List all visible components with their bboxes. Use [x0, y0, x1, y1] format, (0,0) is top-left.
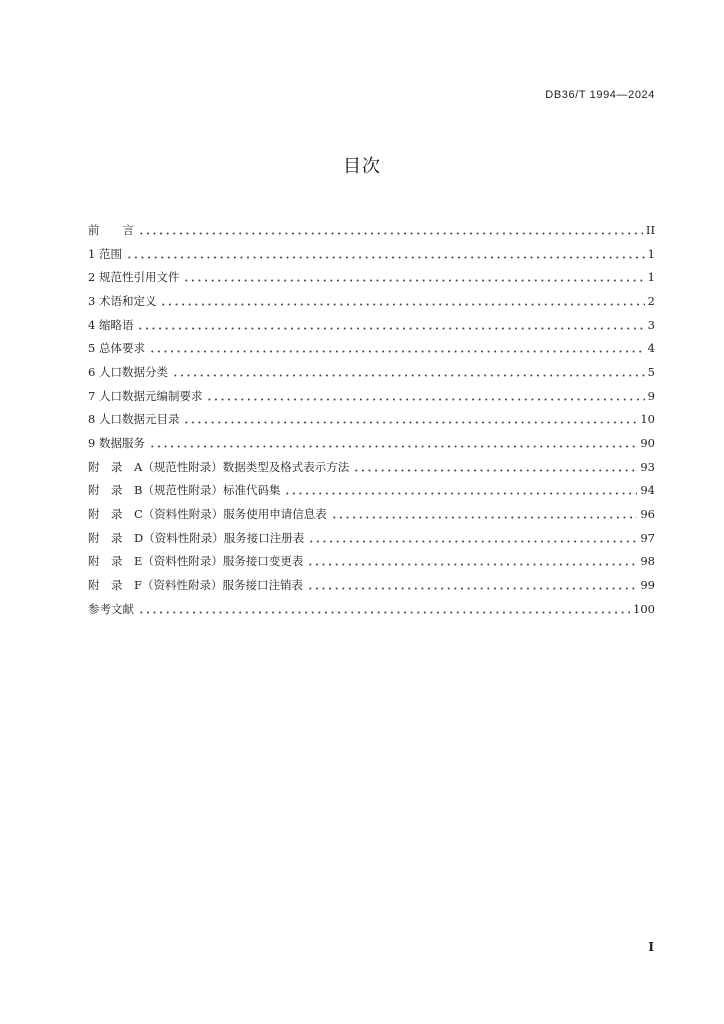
appendix-prefix: 附 录 D — [88, 530, 144, 545]
toc-entry-label: 9 数据服务 — [88, 436, 145, 451]
toc-entry-label: 1 范围 — [88, 246, 122, 261]
toc-entry-label: 7 人口数据元编制要求 — [88, 388, 203, 403]
appendix-prefix: 附 录 A — [88, 459, 143, 474]
toc-entry-page: 96 — [640, 507, 655, 522]
appendix-title: （资料性附录）服务接口变更表 — [142, 554, 304, 569]
appendix-title: （规范性附录）数据类型及格式表示方法 — [142, 459, 350, 474]
table-of-contents — [88, 218, 655, 621]
toc-entry-population-data-classification — [88, 360, 655, 384]
toc-entry-label: 前 言 — [88, 222, 134, 237]
toc-entry-page: II — [645, 222, 655, 237]
dot-leader — [206, 398, 644, 401]
appendix-title: （规范性附录）标准代码集 — [142, 483, 281, 498]
toc-entry-page: 9 — [647, 388, 655, 403]
toc-entry-page: 90 — [640, 436, 655, 451]
toc-entry-appendix-e — [88, 550, 655, 574]
dot-leader — [307, 587, 637, 590]
toc-entry-label: 2 规范性引用文件 — [88, 270, 180, 285]
toc-entry-page: 100 — [633, 601, 655, 616]
page-title: 目次 — [343, 156, 381, 177]
appendix-prefix: 附 录 C — [88, 507, 143, 522]
toc-entry-label: 4 缩略语 — [88, 317, 134, 332]
appendix-title: （资料性附录）服务接口注销表 — [141, 578, 303, 593]
toc-entry-data-services — [88, 431, 655, 455]
appendix-title: （资料性附录）服务使用申请信息表 — [142, 507, 327, 522]
toc-entry-appendix-b — [88, 479, 655, 503]
dot-leader — [353, 469, 637, 472]
appendix-title: （资料性附录）服务接口注册表 — [143, 530, 305, 545]
toc-entry-label — [88, 577, 303, 593]
document-code: DB36/T 1994—2024 — [545, 89, 655, 101]
toc-entry-data-element-catalog — [88, 408, 655, 432]
dot-leader — [331, 516, 638, 519]
toc-entry-general-requirements — [88, 336, 655, 360]
toc-entry-label — [88, 530, 304, 546]
dot-leader — [137, 327, 644, 330]
dot-leader — [284, 492, 637, 495]
toc-entry-label: 5 总体要求 — [88, 341, 145, 356]
toc-entry-page: 3 — [647, 317, 655, 332]
toc-entry-scope — [88, 242, 655, 266]
toc-entry-page: 10 — [640, 412, 655, 427]
toc-entry-page: 4 — [647, 341, 655, 356]
toc-entry-label: 8 人口数据元目录 — [88, 412, 180, 427]
toc-entry-page: 93 — [640, 459, 655, 474]
dot-leader — [149, 350, 645, 353]
toc-entry-label — [88, 459, 349, 475]
dot-leader — [138, 232, 643, 235]
dot-leader — [138, 611, 630, 614]
toc-entry-label — [88, 482, 280, 498]
toc-entry-appendix-d — [88, 526, 655, 550]
appendix-prefix: 附 录 F — [88, 578, 142, 593]
dot-leader — [172, 374, 645, 377]
toc-entry-page: 1 — [647, 270, 655, 285]
appendix-prefix: 附 录 E — [88, 554, 143, 569]
dot-leader — [183, 421, 637, 424]
toc-entry-foreword — [88, 218, 655, 242]
toc-entry-bibliography — [88, 597, 655, 621]
dot-leader — [307, 563, 637, 566]
toc-entry-label — [88, 553, 303, 569]
toc-entry-appendix-a — [88, 455, 655, 479]
toc-entry-label: 6 人口数据分类 — [88, 364, 168, 379]
toc-entry-label — [88, 506, 327, 522]
toc-entry-label: 3 术语和定义 — [88, 293, 157, 308]
toc-entry-page: 2 — [647, 293, 655, 308]
toc-entry-abbreviations — [88, 313, 655, 337]
toc-entry-normative-references — [88, 265, 655, 289]
toc-entry-appendix-f — [88, 573, 655, 597]
toc-entry-appendix-c — [88, 502, 655, 526]
dot-leader — [160, 303, 644, 306]
dot-leader — [149, 445, 637, 448]
toc-entry-page: 99 — [640, 578, 655, 593]
dot-leader — [183, 279, 644, 282]
dot-leader — [308, 540, 637, 543]
page-number: I — [648, 940, 654, 954]
toc-entry-page: 97 — [640, 530, 655, 545]
toc-entry-data-element-compilation — [88, 384, 655, 408]
toc-entry-page: 1 — [647, 246, 655, 261]
toc-entry-page: 98 — [640, 554, 655, 569]
toc-entry-page: 5 — [647, 364, 655, 379]
appendix-prefix: 附 录 B — [88, 483, 143, 498]
dot-leader — [126, 256, 645, 259]
toc-entry-terms-definitions — [88, 289, 655, 313]
toc-entry-page: 94 — [640, 483, 655, 498]
toc-entry-label: 参考文献 — [88, 601, 134, 616]
